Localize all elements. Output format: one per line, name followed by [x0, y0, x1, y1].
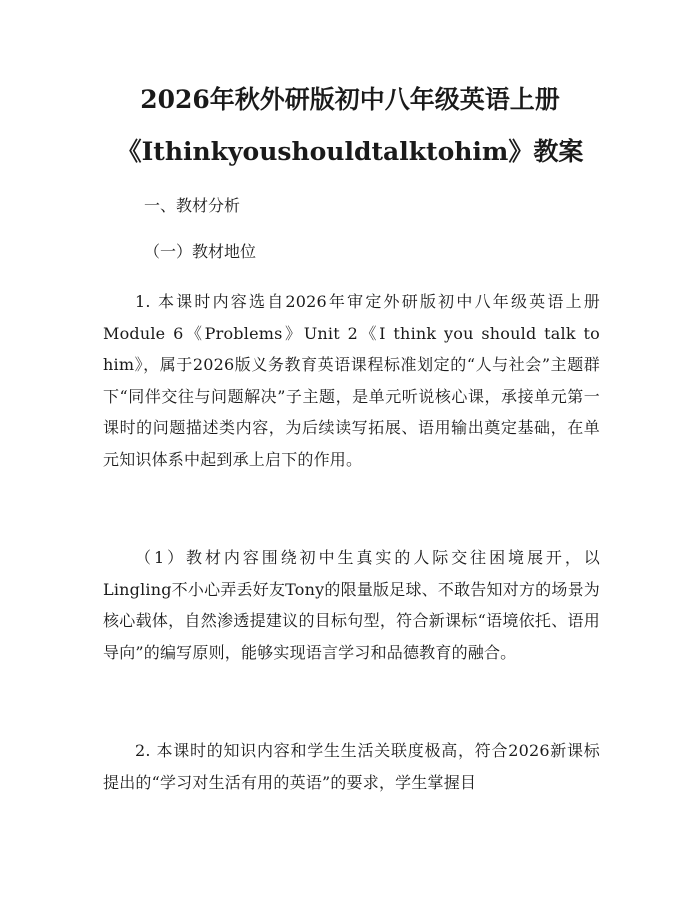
document-title-line-2: 《Ithinkyoushouldtalktohim》教案	[116, 137, 584, 166]
document-title-line-1: 2026年秋外研版初中八年级英语上册	[140, 85, 560, 114]
paragraph-3: 2. 本课时的知识内容和学生生活关联度极高，符合2026新课标提出的“学习对生活有用的英语”的要求，学生掌握目	[103, 741, 600, 792]
paragraph-1: 1. 本课时内容选自2026年审定外研版初中八年级英语上册Module 6《Problems》Unit 2《I think you should talk to him》，属于2026版义务教育英语课程标准划定的“人与社会”主题群下“同伴交往与问题解决”子主题，是单元听说核心课，承接单元第一课时的问题描述类内容，为后续读写拓展、语用输出奠定基础，在单元知识体系中起到承上启下的作用。	[103, 292, 600, 469]
paragraph-2: （1）教材内容围绕初中生真实的人际交往困境展开，以Lingling不小心弄丢好友Tony的限量版足球、不敢告知对方的场景为核心载体，自然渗透提建议的目标句型，符合新课标“语境依托、语用导向”的编写原则，能够实现语言学习和品德教育的融合。	[103, 548, 600, 662]
section-heading-textbook-analysis: 一、教材分析	[144, 196, 241, 215]
subsection-heading-textbook-status: （一）教材地位	[144, 242, 257, 261]
